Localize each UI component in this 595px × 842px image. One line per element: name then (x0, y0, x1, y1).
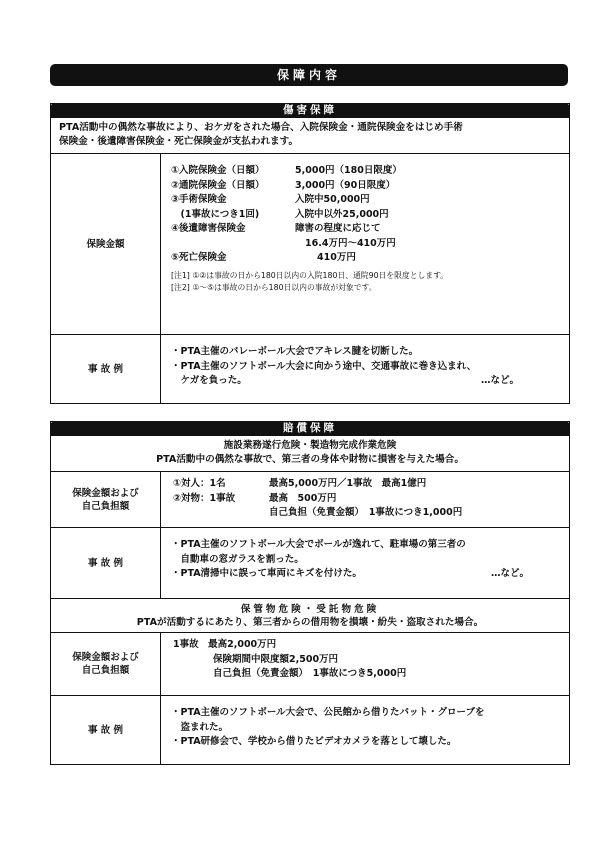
liability-amount-row (51, 472, 569, 528)
benefit-line: ③手術保険金 入院中50,000円 (171, 194, 370, 205)
amount-label: 保険金額および 自己負担額 (51, 633, 161, 695)
benefit-line: ②通院保険金（日額） 3,000円（90日限度） (171, 179, 396, 191)
amount-content: ①対人：1名 最高5,000万円／1事故 最高1億円 ②対物：1事故 最高 500万円 自己負担（免責金額） 1事故につき1,000円 (173, 478, 463, 518)
liability-header: 賠償保障 (50, 421, 570, 436)
page-title: 保障内容 (50, 64, 568, 86)
example-content: ・PTA主催のソフトボール大会で、公民館から借りたバット・グローブを 盗まれた。 ・PTA研修会で、学校から借りたビデオカメラを落として壊した。 (171, 707, 485, 747)
injury-amount-row (51, 154, 569, 335)
example-label: 事 故 例 (51, 528, 161, 598)
liability-section (50, 421, 570, 765)
injury-intro: PTA活動中の偶然な事故により、おケガをされた場合、入院保険金・通院保険金をはじめ手術 保険金・後遺障害保険金・死亡保険金が支払われます。 (51, 118, 569, 154)
injury-example-row (51, 335, 569, 403)
benefit-line: ①入院保険金（日額） 5,000円（180日限度） (171, 165, 402, 176)
benefit-line: ④後遺障害保険金 障害の程度に応じて (171, 223, 381, 234)
example-content: ・PTA主催のソフトボール大会でボールが逸れて、駐車場の第三者の 自動車の窓ガラスを割った。 ・PTA清掃中に誤って車両にキズを付けた。 …など。 (171, 539, 529, 579)
custody-header: 保管物危険・受託物危険 PTAが活動するにあたり、第三者からの借用物を損壊・紛失・盗取された場合。 (51, 599, 569, 633)
liability-example-row (51, 528, 569, 599)
benefit-line: ⑤死亡保険金 410万円 (171, 252, 356, 263)
benefit-line: 16.4万円～410万円 (305, 237, 396, 249)
liability-intro: 施設業務遂行危険・製造物完成作業危険 PTA活動中の偶然な事故で、第三者の身体や財物に損害を与えた場合。 (51, 436, 569, 472)
injury-section (50, 103, 570, 404)
amount-label: 保険金額および 自己負担額 (51, 472, 161, 527)
custody-example-row (51, 696, 569, 764)
example-label: 事 故 例 (51, 335, 161, 403)
note-1: [注1] ①②は事故の日から180日以内の入院180日、通院90日を限度とします。 (171, 270, 449, 280)
injury-header: 傷害保障 (50, 103, 570, 118)
amount-content: 1事故 最高2,000万円 保険期間中限度額2,500万円 自己負担（免責金額） 1事故につき5,000円 (173, 639, 407, 679)
note-2: [注2] ①～⑤は事故の日から180日以内の事故が対象です。 (171, 283, 377, 292)
amount-content (161, 154, 569, 334)
benefit-line: (1事故につき1回) 入院中以外25,000円 (171, 208, 389, 220)
custody-amount-row (51, 633, 569, 696)
example-label: 事 故 例 (51, 696, 161, 764)
amount-label: 保険金額 (51, 154, 161, 334)
example-content: ・PTA主催のバレーボール大会でアキレス腱を切断した。 ・PTA主催のソフトボール大会に向かう途中、交通事故に巻き込まれ、 ケガを負った。 …など。 (171, 346, 519, 386)
